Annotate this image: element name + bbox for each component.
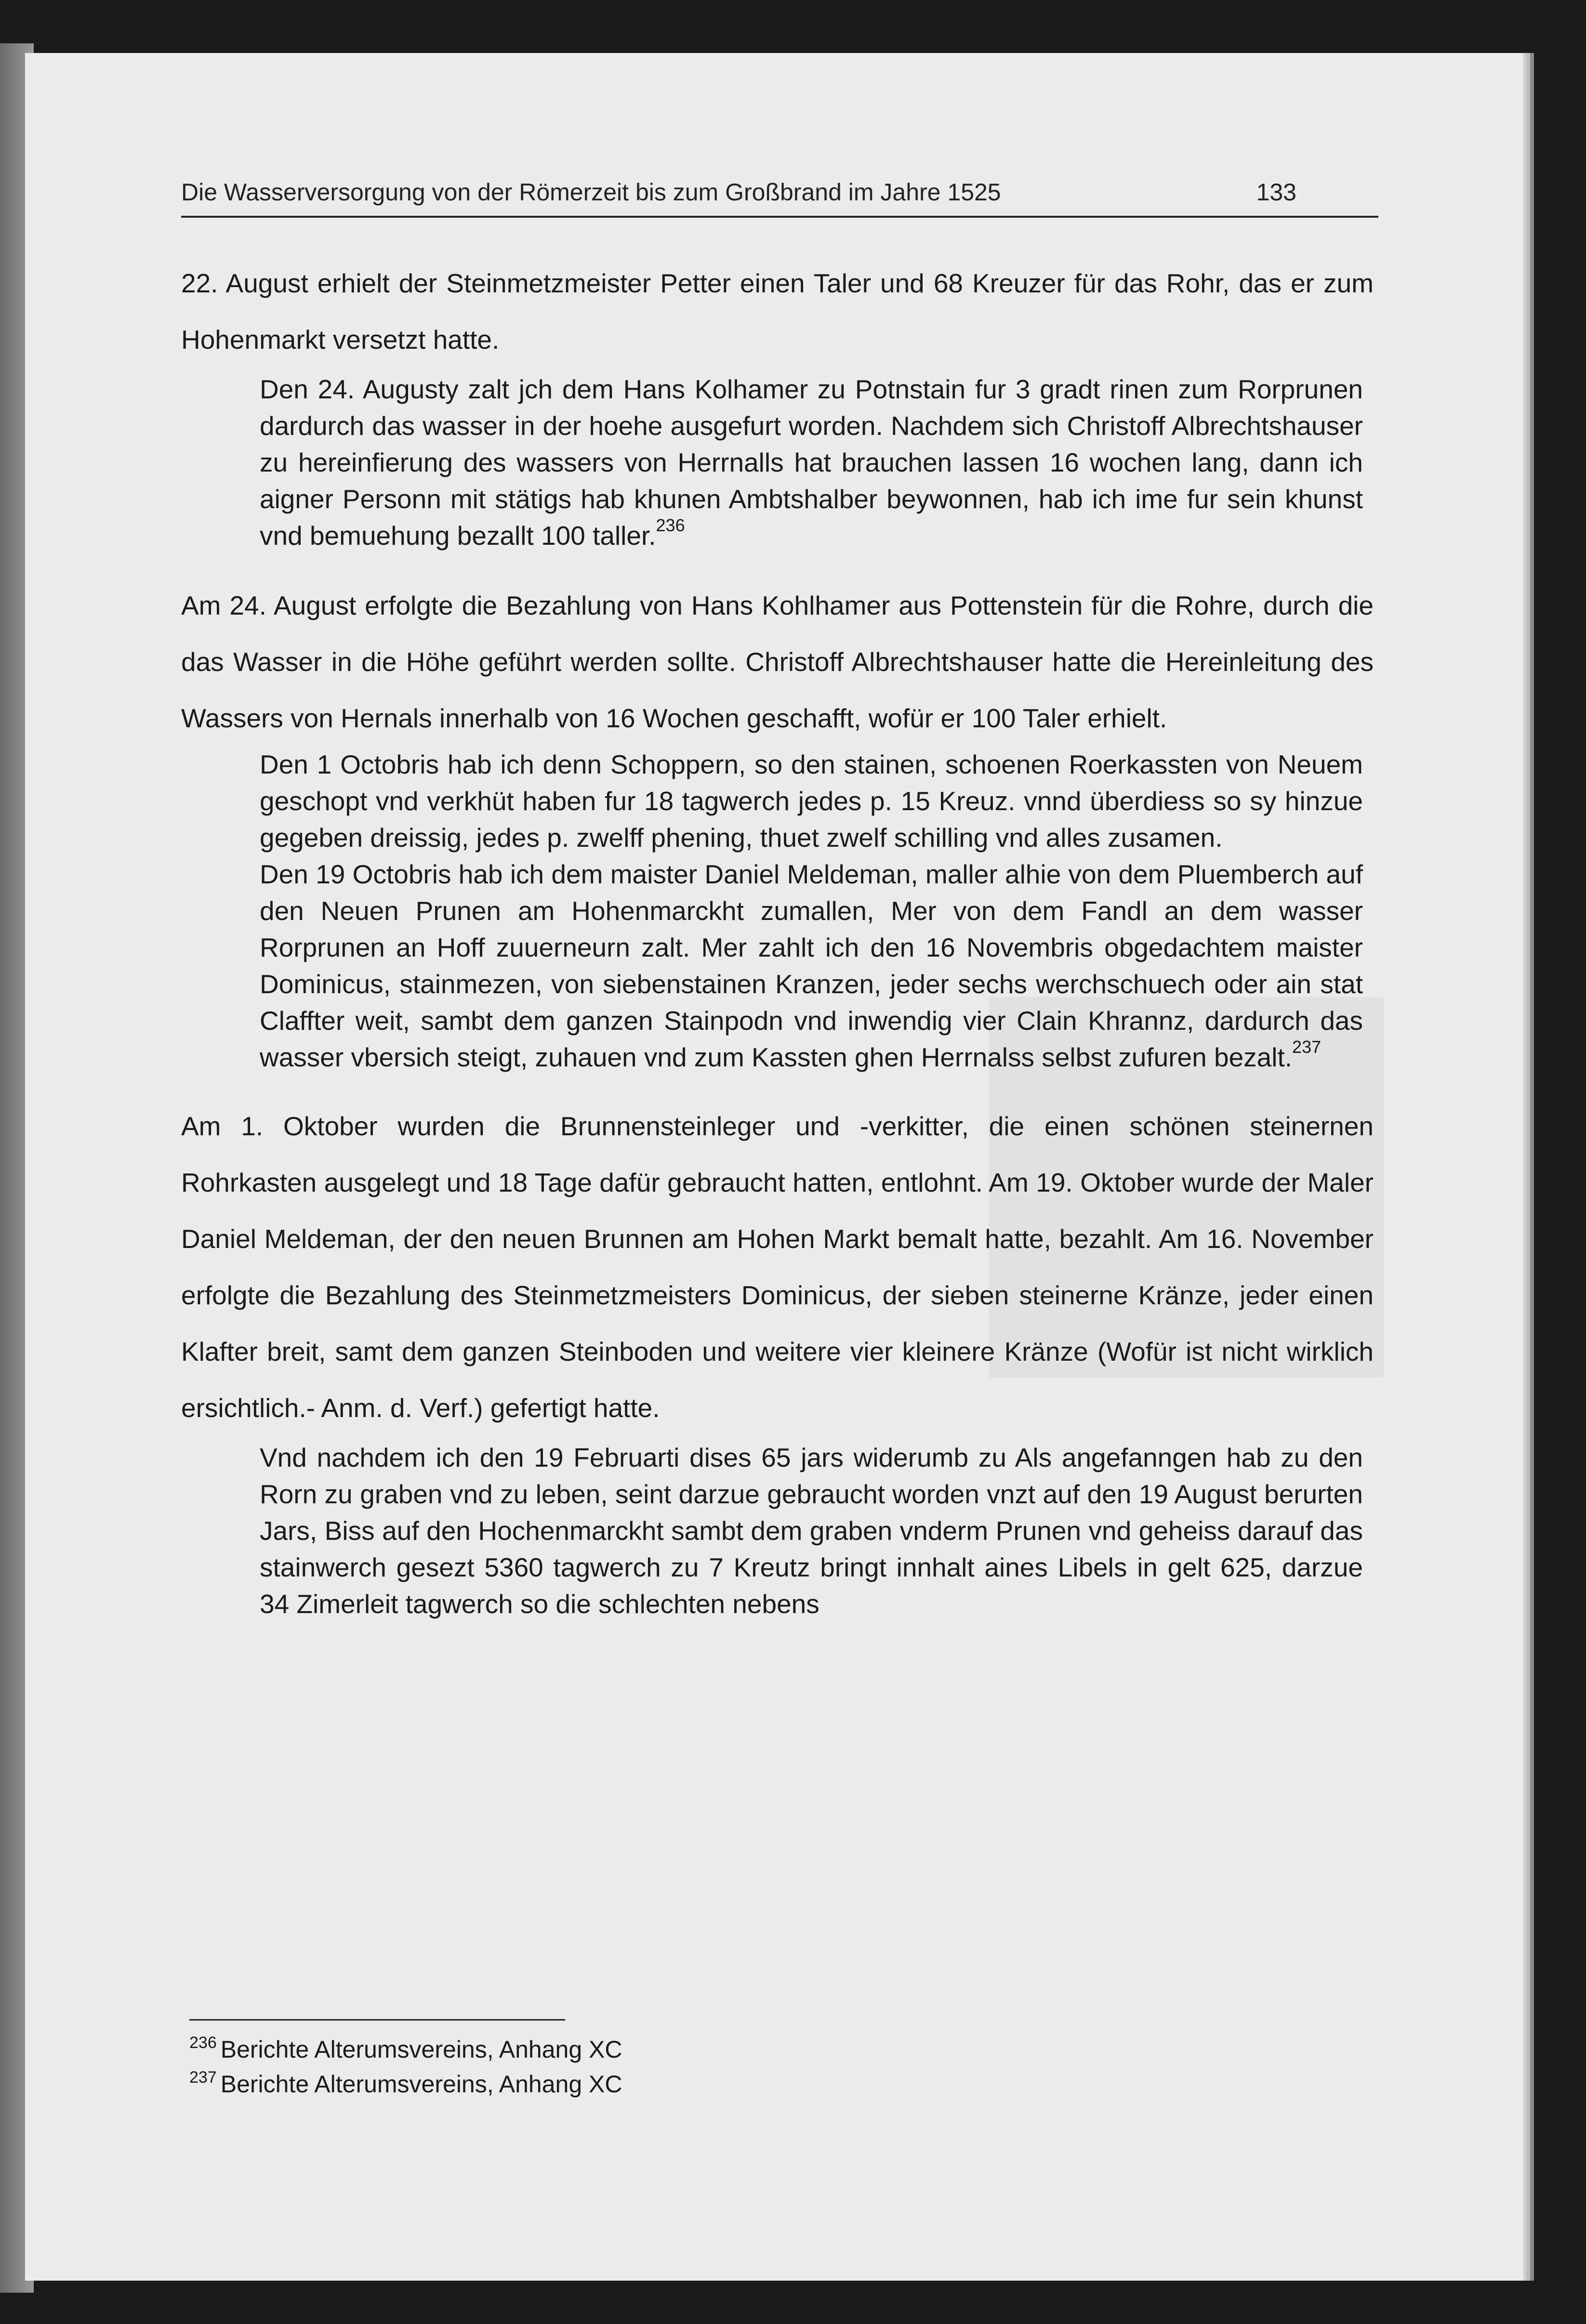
footnote-236: $^{236}$ Berichte Alterumsvereins, Anhang XC: [189, 2034, 622, 2063]
quote-block-1: [260, 371, 1363, 557]
page-number: 133: [1256, 179, 1296, 206]
quote-2a-text: Den 1 Octobris hab ich denn Schoppern, so den stainen, schoenen Roerkassten von Neuem geschopt vnd verkhüt haben fur 18 tagwerch jedes p. 15 Kreuz. vnnd überdiess so sy hinzue gegeben dreissig, jedes p. zwelff phening, thuet zwelf schilling vnd alles zusamen.: [260, 749, 1363, 853]
running-header: [181, 178, 1378, 218]
page-content: [181, 255, 1374, 1641]
quote-2b-text: Den 19 Octobris hab ich dem maister Daniel Meldeman, maller alhie von dem Pluemberch auf den Neuen Prunen am Hohenmarckht zumallen, Mer von dem Fandl an dem wasser Rorprunen an Hoff zuuerneurn zalt. Mer zahlt ich den 16 Novembris obgedachtem maister Dominicus, stainmezen, von siebenstainen Kranzen, jeder sechs werchschuech oder ain stat Claffter weit, sambt dem ganzen Stainpodn vnd inwendig vier Clain Khrannz, dardurch das wasser vbersich steigt, zuhauen vnd zum Kassten ghen Herrnalss selbst zufuren bezalt.: [260, 859, 1363, 1072]
quote-3-text: Vnd nachdem ich den 19 Februarti dises 65 jars widerumb zu Als angefanngen hab zu den Rorn zu graben vnd zu leben, seint darzue gebraucht worden vnzt auf den 19 August berurten Jars, Biss auf den Hochenmarckht sambt dem graben vnderm Prunen vnd geheiss darauf das stainwerch gesezt 5360 tagwerch zu 7 Kreutz bringt innhalt aines Libels in gelt 625, darzue 34 Zimerleit tagwerch so die schlechten nebens: [260, 1443, 1363, 1619]
paragraph-1: 22. August erhielt der Steinmetzmeister Petter einen Taler und 68 Kreuzer für das Rohr, das er zum Hohenmarkt versetzt hatte.: [181, 268, 1374, 355]
footnote-separator: [189, 2019, 565, 2021]
footnotes: [189, 2034, 622, 2103]
footnote-ref-237: 237: [1292, 1037, 1322, 1057]
header-title: Die Wasserversorgung von der Römerzeit bis zum Großbrand im Jahre 1525: [181, 179, 1001, 206]
quote-block-2: [260, 746, 1363, 1079]
footnote-237: $^{237}$ Berichte Alterumsvereins, Anhang XC: [189, 2068, 622, 2098]
paragraph-2: Am 24. August erfolgte die Bezahlung von Hans Kohlhamer aus Pottenstein für die Rohre, durch die das Wasser in die Höhe geführt werden sollte. Christoff Albrechtshauser hatte die Hereinleitung des Wassers von Hernals innerhalb von 16 Wochen geschafft, wofür er 100 Taler erhielt.: [181, 591, 1374, 733]
quote-block-3: [260, 1439, 1363, 1622]
footnote-ref-236: 236: [656, 515, 685, 535]
quote-1-text: Den 24. Augusty zalt jch dem Hans Kolhamer zu Potnstain fur 3 gradt rinen zum Rorprunen dardurch das wasser in der hoehe ausgefurt worden. Nachdem sich Christoff Albrechtshauser zu hereinfierung des wassers von Herrnalls hat brauchen lassen 16 wochen lang, dann ich aigner Personn mit stätigs hab khunen Ambtshalber beywonnen, hab ich ime fur sein khunst vnd bemuehung bezallt 100 taller.: [260, 374, 1363, 551]
paragraph-3: Am 1. Oktober wurden die Brunnensteinleger und -verkitter, die einen schönen steinernen Rohrkasten ausgelegt und 18 Tage dafür gebraucht hatten, entlohnt. Am 19. Oktober wurde der Maler Daniel Meldeman, der den neuen Brunnen am Hohen Markt bemalt hatte, bezahlt. Am 16. November erfolgte die Bezahlung des Steinmetzmeisters Dominicus, der sieben steinerne Kränze, jeder einen Klafter breit, samt dem ganzen Steinboden und weitere vier kleinere Kränze (Wofür ist nicht wirklich ersichtlich.- Anm. d. Verf.) gefertigt hatte.: [181, 1111, 1374, 1423]
